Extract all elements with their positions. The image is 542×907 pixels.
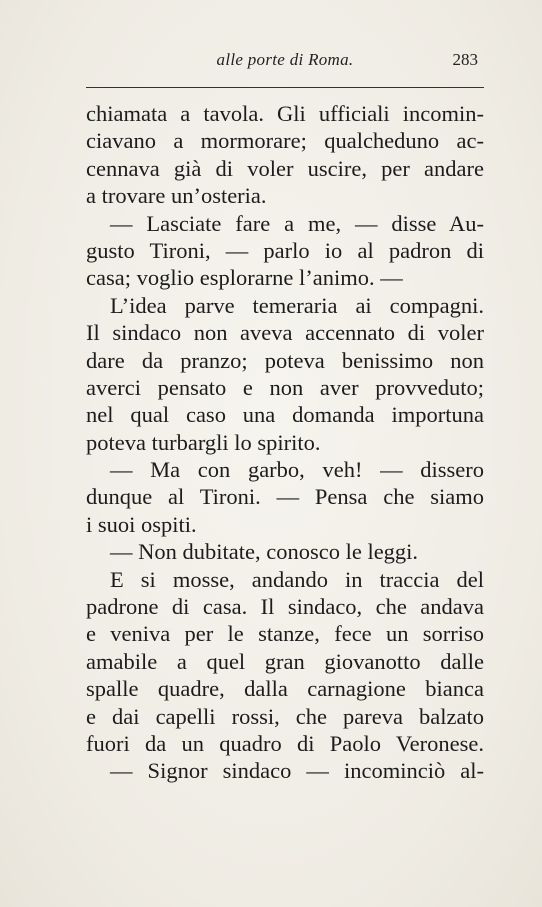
text-line: chiamata a tavola. Gli ufficiali incomin- [86,101,484,126]
body-text [86,100,484,785]
text-line: poteva turbargli lo spirito. [86,429,321,455]
page-number: 283 [452,50,478,69]
text-line: dunque al Tironi. — Pensa che siamo [86,484,484,510]
running-title: alle porte di Roma. [216,50,354,69]
header-rule [86,87,484,88]
text-line: padrone di casa. Il sindaco, che andava [86,594,484,620]
text-line: — Signor sindaco — incominciò al- [110,758,484,784]
text-line: gusto Tironi, — parlo io al padron di [86,237,484,263]
text-line: nel qual caso una domanda importuna [86,402,484,428]
text-line: E si mosse, andando in traccia del [110,566,484,592]
text-line: L’idea parve temeraria ai compagni. [110,292,484,318]
page-header [86,50,484,74]
text-line: cennava già di voler uscire, per andare [86,155,484,181]
text-line: ciavano a mormorare; qualcheduno ac- [86,128,484,154]
text-line: — Non dubitate, conosco le leggi. [110,539,419,565]
text-line: — Lasciate fare a me, — disse Au- [110,210,484,236]
text-line: amabile a quel gran giovanotto dalle [86,648,484,674]
text-line: — Ma con garbo, veh! — dissero [110,457,484,483]
text-line: e veniva per le stanze, fece un sorriso [86,621,484,647]
text-line: e dai capelli rossi, che pareva balzato [86,703,484,729]
text-line: averci pensato e non aver provveduto; [86,374,484,400]
text-line: spalle quadre, dalla carnagione bianca [86,676,484,702]
text-line: i suoi ospiti. [86,511,197,537]
text-line: fuori da un quadro di Paolo Veronese. [86,730,484,756]
text-line: a trovare un’osteria. [86,183,267,209]
text-line: casa; voglio esplorarne l’animo. — [86,265,403,291]
text-line: dare da pranzo; poteva benissimo non [86,347,484,373]
text-line: Il sindaco non aveva accennato di voler [86,320,484,346]
